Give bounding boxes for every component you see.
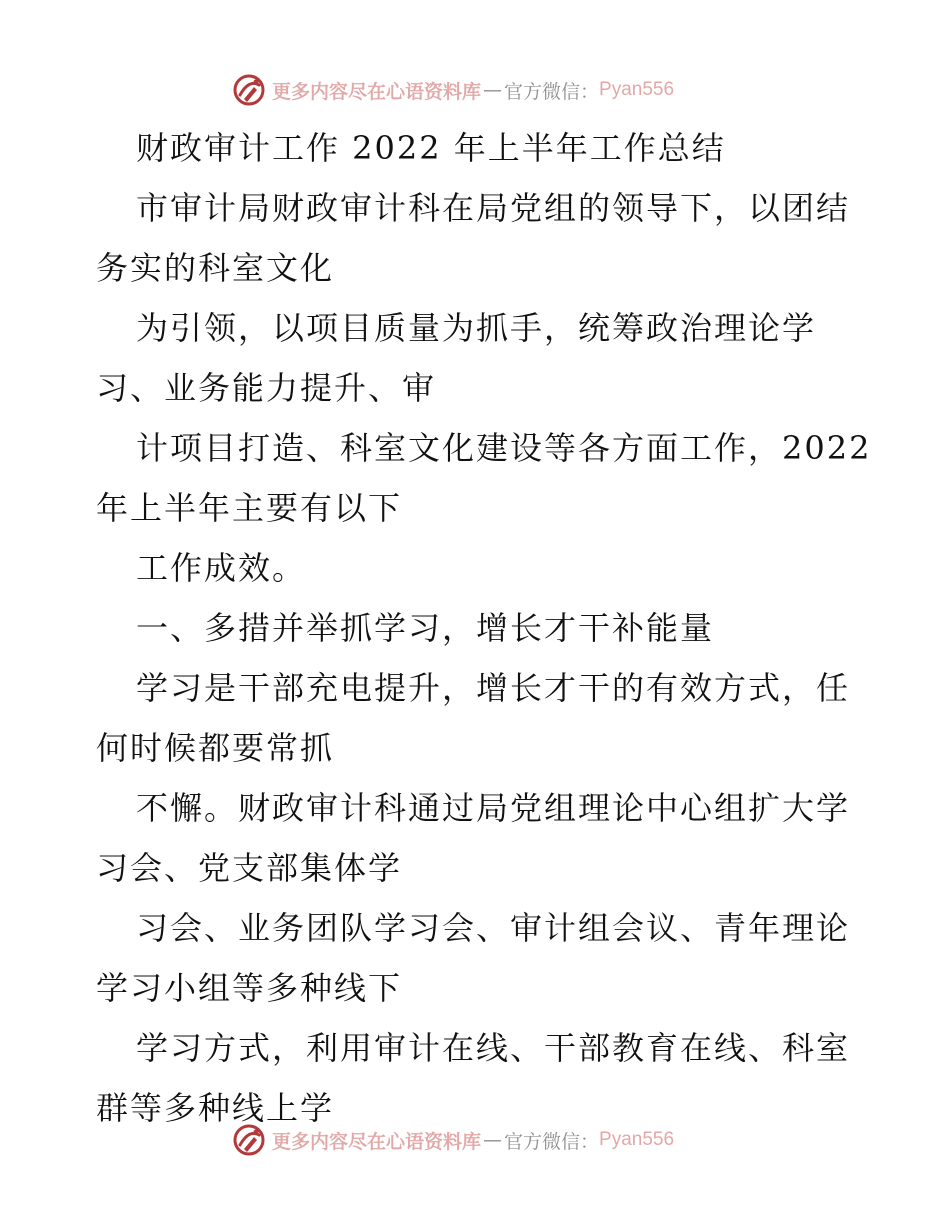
document-body [96, 118, 872, 1138]
paragraph-line: 市审计局财政审计科在局党组的领导下，以团结 [136, 189, 851, 227]
banner-wechat-label: 官方微信： [504, 80, 600, 103]
paragraph-line: 何时候都要常抓 [96, 729, 335, 767]
banner-main-text: 更多内容尽在心语资料库 [272, 80, 482, 103]
banner-wechat-id: Pyan556 [599, 1129, 675, 1150]
paragraph-line: 计项目打造、科室文化建设等各方面工作，2022 [136, 429, 872, 467]
paragraph-line: 学习方式，利用审计在线、干部教育在线、科室 [136, 1029, 851, 1067]
banner-wechat-label: 官方微信： [504, 1130, 600, 1153]
banner-dash: — [483, 1129, 503, 1151]
section-heading: 一、多措并举抓学习，增长才干补能量 [136, 609, 715, 647]
document-title: 财政审计工作 2022 年上半年工作总结 [136, 129, 726, 167]
paragraph-line: 工作成效。 [136, 549, 307, 587]
header-watermark-banner [232, 70, 674, 110]
brand-logo-icon [232, 73, 266, 107]
brand-logo-icon [232, 1123, 266, 1157]
paragraph-line: 习会、党支部集体学 [96, 849, 403, 887]
paragraph-line: 务实的科室文化 [96, 249, 335, 287]
banner-wechat-id: Pyan556 [599, 79, 675, 100]
paragraph-line: 习、业务能力提升、审 [96, 369, 437, 407]
paragraph-line: 习会、业务团队学习会、审计组会议、青年理论 [136, 909, 851, 947]
banner-dash: — [483, 79, 503, 101]
footer-watermark-banner [232, 1120, 674, 1160]
paragraph-line: 年上半年主要有以下 [96, 489, 403, 527]
paragraph-line: 为引领，以项目质量为抓手，统筹政治理论学 [136, 309, 817, 347]
paragraph-line: 学习小组等多种线下 [96, 969, 403, 1007]
paragraph-line: 学习是干部充电提升，增长才干的有效方式，任 [136, 669, 851, 707]
paragraph-line: 不懈。财政审计科通过局党组理论中心组扩大学 [136, 789, 851, 827]
paragraph-line: 群等多种线上学 [96, 1089, 335, 1127]
banner-main-text: 更多内容尽在心语资料库 [272, 1130, 482, 1153]
